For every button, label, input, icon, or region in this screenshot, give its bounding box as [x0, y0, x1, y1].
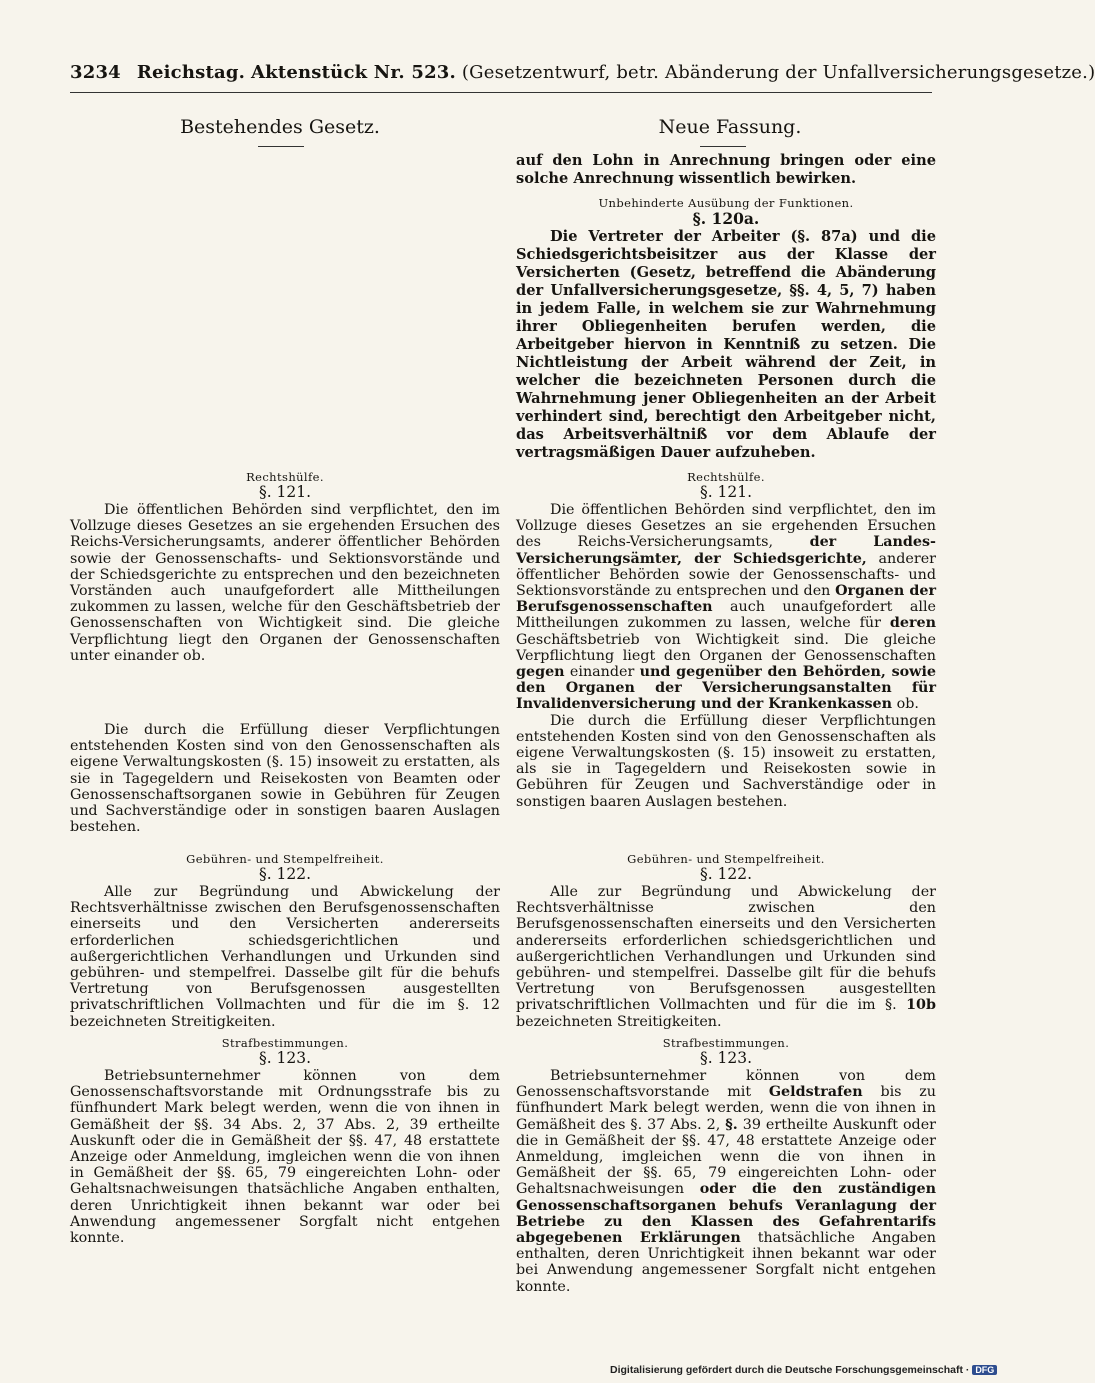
left-column-title: Bestehendes Gesetz.: [180, 116, 380, 138]
footer-text: Digitalisierung gefördert durch die Deutsche Forschungsgemeinschaft ·: [610, 1364, 970, 1376]
right-section-123: [516, 1036, 936, 1295]
right-s121-paragraph-number: §. 121.: [699, 483, 753, 501]
left-section-123: [70, 1036, 500, 1246]
left-section-122: [70, 852, 500, 1030]
continuation-text: auf den Lohn in Anrechnung bringen oder eine solche Anrechnung wissentlich bewirken.: [516, 152, 936, 187]
right-s123-text: Betriebsunternehmer können von dem Genossenschaftsvorstande mit Geldstrafen bis zu fünfhundert Mark belegt werden, wenn die von ihnen in Gemäßheit des §. 37 Abs. 2, §. 39 ertheilte Auskunft oder die in Gemäßheit der §§. 47, 48 erstattete Anzeige oder Anmeldung, imgleichen wenn die von ihnen in Gemäßheit der §§. 65, 79 eingereichten Lohn- oder Gehaltsnachweisungen oder die den zuständigen Genossenschaftsorganen behufs Veranlagung der Betriebe zu den Klassen des Gefahrentarifs abgegebenen Erklärungen thatsächliche Angaben enthalten, deren Unrichtigkeit ihnen bekannt war oder bei Anwendung angemessener Sorgfalt nicht entgehen konnte.: [516, 1068, 937, 1295]
page-header: [70, 62, 1095, 83]
left-s123-text: Betriebsunternehmer können von dem Genossenschaftsvorstande mit Ordnungsstrafe bis zu fünfhundert Mark belegt werden, wenn die von ihnen in Gemäßheit der §§. 34 Abs. 2, 37 Abs. 2, 39 ertheilte Auskunft oder die in Gemäßheit der §§. 47, 48 erstattete Anzeige oder Anmeldung, imgleichen wenn die von ihnen in Gemäßheit der §§. 65, 79 eingereichten Lohn- oder Gehaltsnachweisungen thatsächliche Angaben enthalten, deren Unrichtigkeit ihnen bekannt war oder bei Anwendung angemessener Sorgfalt nicht entgehen konnte.: [70, 1068, 500, 1247]
s120a-heading: Unbehinderte Ausübung der Funktionen.: [598, 196, 854, 210]
header-reichstag: Reichstag.: [136, 62, 246, 83]
left-s121-paragraph-number: §. 121.: [258, 483, 312, 501]
left-section-121: [70, 470, 500, 664]
header-aktenstueck: Aktenstück Nr. 523.: [251, 62, 456, 83]
right-s121-heading: Rechtshülfe.: [687, 470, 765, 484]
right-s121-text-2: Die durch die Erfüllung dieser Verpflichtungen entstehenden Kosten sind von den Genossenschaften als eigene Verwaltungskosten (§. 15) insoweit zu erstatten, als sie in Tagegeldern und Reisekosten sowie in Gebühren für Zeugen und Sachverständige oder in sonstigen baaren Auslagen bestehen.: [516, 712, 936, 810]
right-s123-paragraph-number: §. 123.: [699, 1049, 753, 1067]
right-s123-heading: Strafbestimmungen.: [662, 1036, 790, 1050]
left-s121-heading: Rechtshülfe.: [246, 470, 324, 484]
left-section-121-cont: [70, 722, 500, 835]
s120a-paragraph-number: §. 120a.: [692, 209, 760, 228]
left-s123-heading: Strafbestimmungen.: [221, 1036, 349, 1050]
right-s122-paragraph-number: §. 122.: [699, 865, 753, 883]
left-s121-text-1: Die öffentlichen Behörden sind verpflichtet, den im Vollzuge dieses Gesetzes an sie ergehenden Ersuchen des Reichs-Versicherungsamts, anderer öffentlicher Behörden sowie der Genossenschafts- und Sektionsvorstände und der Schiedsgerichte zu entsprechen und den bezeichneten Vorständen auch unaufgefordert alle Mittheilungen zukommen zu lassen, welche für den Geschäftsbetrieb der Genossenschaften von Wichtigkeit sind. Die gleiche Verpflichtung liegt den Organen der Genossenschaften unter einander ob.: [70, 502, 500, 664]
right-s122-heading: Gebühren- und Stempelfreiheit.: [627, 852, 825, 866]
digitization-footer: [610, 1364, 995, 1376]
left-title-rule: [258, 146, 304, 147]
right-section-122: [516, 852, 936, 1030]
right-column-title: Neue Fassung.: [658, 116, 802, 138]
right-section-120a: [516, 152, 936, 462]
header-subject: (Gesetzentwurf, betr. Abänderung der Unfallversicherungsgesetze.): [461, 62, 1095, 83]
left-s123-paragraph-number: §. 123.: [258, 1049, 312, 1067]
header-rule: [70, 92, 932, 93]
dfg-logo: DFG: [972, 1365, 997, 1375]
s120a-text: Die Vertreter der Arbeiter (§. 87a) und die Schiedsgerichtsbeisitzer aus der Klasse der Versicherten (Gesetz, betreffend die Abänderung der Unfallversicherungsgesetze, §§. 4, 5, 7) haben in jedem Falle, in welchem sie zur Wahrnehmung ihrer Obliegenheiten berufen werden, die Arbeitgeber hiervon in Kenntniß zu setzen. Die Nichtleistung der Arbeit während der Zeit, in welcher die bezeichneten Personen durch die Wahrnehmung jener Obliegenheiten an der Arbeit verhindert sind, berechtigt den Arbeitgeber nicht, das Arbeitsverhältniß vor dem Ablaufe der vertragsmäßigen Dauer aufzuheben.: [516, 228, 936, 461]
right-title-rule: [700, 146, 746, 147]
right-s121-text-1: Die öffentlichen Behörden sind verpflichtet, den im Vollzuge dieses Gesetzes an sie ergehenden Ersuchen des Reichs-Versicherungsamts, der Landes-Versicherungsämter, der Schiedsgerichte, anderer öffentlicher Behörden sowie der Genossenschafts- und Sektionsvorstände zu entsprechen und den Organen der Berufsgenossenschaften auch unaufgefordert alle Mittheilungen zukommen zu lassen, welche für deren Geschäftsbetrieb von Wichtigkeit sind. Die gleiche Verpflichtung liegt den Organen der Genossenschaften gegen einander und gegenüber den Behörden, sowie den Organen der Versicherungsanstalten für Invalidenversicherung und der Krankenkassen ob.: [516, 502, 937, 713]
left-s121-text-2: Die durch die Erfüllung dieser Verpflichtungen entstehenden Kosten sind von den Genossenschaften als eigene Verwaltungskosten (§. 15) insoweit zu erstatten, als sie in Tagegeldern und Reisekosten von Beamten oder Genossenschaftsorganen sowie in Gebühren für Zeugen und Sachverständige oder in sonstigen baaren Auslagen bestehen.: [70, 722, 500, 836]
right-s122-text: Alle zur Begründung und Abwickelung der Rechtsverhältnisse zwischen den Berufsgenossenschaften einerseits und den Versicherten andererseits erforderlichen schiedsgerichtlichen und außergerichtlichen Verhandlungen und Urkunden sind gebühren- und stempelfrei. Dasselbe gilt für die behufs Vertretung von Berufsgenossen ausgestellten privatschriftlichen Vollmachten und für die im §. 10b bezeichneten Streitigkeiten.: [516, 884, 936, 1030]
left-s122-text: Alle zur Begründung und Abwickelung der Rechtsverhältnisse zwischen den Berufsgenossenschaften einerseits und den Versicherten andererseits erforderlichen schiedsgerichtlichen und außergerichtlichen Verhandlungen und Urkunden sind gebühren- und stempelfrei. Dasselbe gilt für die behufs Vertretung von Berufsgenossen ausgestellten privatschriftlichen Vollmachten und für die im §. 12 bezeichneten Streitigkeiten.: [70, 884, 500, 1030]
left-s122-heading: Gebühren- und Stempelfreiheit.: [186, 852, 384, 866]
right-section-121: [516, 470, 936, 810]
left-s122-paragraph-number: §. 122.: [258, 865, 312, 883]
page-number: 3234: [70, 62, 121, 83]
